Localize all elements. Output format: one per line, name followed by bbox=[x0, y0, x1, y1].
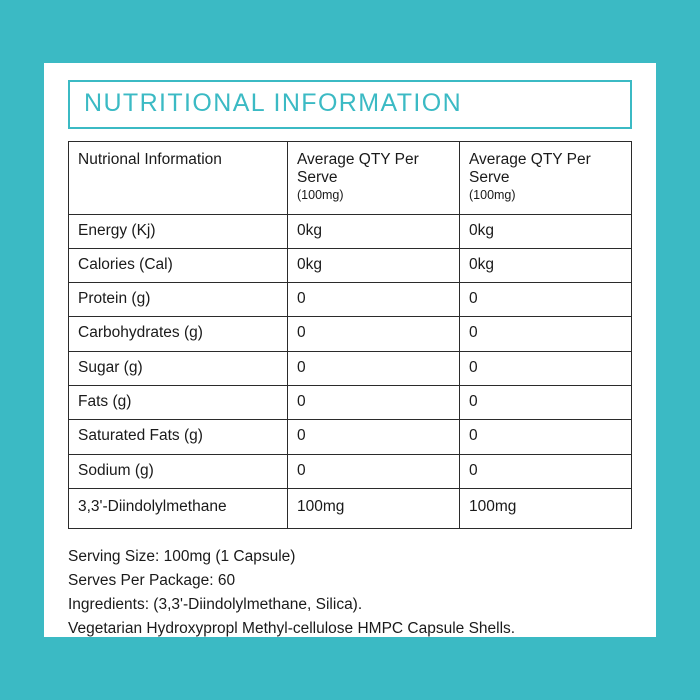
row-label: 3,3'-Diindolylmethane bbox=[69, 488, 288, 528]
row-value-col2: 0kg bbox=[288, 248, 460, 282]
row-label: Carbohydrates (g) bbox=[69, 317, 288, 351]
row-value-col3: 0kg bbox=[460, 248, 632, 282]
page-title: NUTRITIONAL INFORMATION bbox=[84, 89, 463, 117]
row-label: Sodium (g) bbox=[69, 454, 288, 488]
table-row bbox=[69, 385, 632, 419]
nutrition-table-body bbox=[69, 142, 632, 529]
row-label: Fats (g) bbox=[69, 385, 288, 419]
row-value-col3: 0 bbox=[460, 317, 632, 351]
capsule-shells-text: Vegetarian Hydroxypropl Methyl-cellulose HMPC Capsule Shells. bbox=[68, 620, 516, 638]
table-header-row bbox=[69, 142, 632, 215]
row-value-col2: 0 bbox=[288, 454, 460, 488]
header-col3-sub: (100mg) bbox=[469, 187, 516, 202]
header-cell-label bbox=[69, 142, 288, 215]
table-row bbox=[69, 454, 632, 488]
row-value-col2: 0kg bbox=[288, 214, 460, 248]
row-value-col2: 0 bbox=[288, 351, 460, 385]
row-value-col2: 0 bbox=[288, 317, 460, 351]
header-col2-sub: (100mg) bbox=[297, 187, 344, 202]
table-row bbox=[69, 351, 632, 385]
header-col2-main: Average QTY Per Serve bbox=[297, 151, 419, 187]
panel-title-bar bbox=[68, 80, 632, 129]
header-cell-col3 bbox=[460, 142, 632, 215]
row-value-col3: 0 bbox=[460, 420, 632, 454]
row-value-col2: 100mg bbox=[288, 488, 460, 528]
row-value-col3: 100mg bbox=[460, 488, 632, 528]
header-col3-main: Average QTY Per Serve bbox=[469, 151, 591, 187]
footer-notes bbox=[68, 545, 632, 641]
table-row bbox=[69, 317, 632, 351]
table-row bbox=[69, 283, 632, 317]
row-value-col3: 0 bbox=[460, 454, 632, 488]
row-label: Calories (Cal) bbox=[69, 248, 288, 282]
row-label: Protein (g) bbox=[69, 283, 288, 317]
row-value-col3: 0kg bbox=[460, 214, 632, 248]
row-value-col3: 0 bbox=[460, 385, 632, 419]
row-label: Saturated Fats (g) bbox=[69, 420, 288, 454]
row-value-col2: 0 bbox=[288, 283, 460, 317]
nutrition-panel bbox=[44, 63, 656, 637]
table-row bbox=[69, 248, 632, 282]
row-label: Energy (Kj) bbox=[69, 214, 288, 248]
table-row bbox=[69, 214, 632, 248]
serves-per-package-text: Serves Per Package: 60 bbox=[68, 572, 236, 590]
table-row bbox=[69, 488, 632, 528]
row-value-col2: 0 bbox=[288, 385, 460, 419]
row-value-col3: 0 bbox=[460, 283, 632, 317]
row-value-col2: 0 bbox=[288, 420, 460, 454]
nutrition-table bbox=[68, 141, 632, 529]
table-row bbox=[69, 420, 632, 454]
row-label: Sugar (g) bbox=[69, 351, 288, 385]
header-cell-col2 bbox=[288, 142, 460, 215]
header-label-text: Nutrional Information bbox=[78, 151, 222, 168]
ingredients-text: Ingredients: (3,3'-Diindolylmethane, Silica). bbox=[68, 596, 363, 614]
panel-inner bbox=[68, 80, 632, 641]
row-value-col3: 0 bbox=[460, 351, 632, 385]
serving-size-text: Serving Size: 100mg (1 Capsule) bbox=[68, 548, 296, 566]
